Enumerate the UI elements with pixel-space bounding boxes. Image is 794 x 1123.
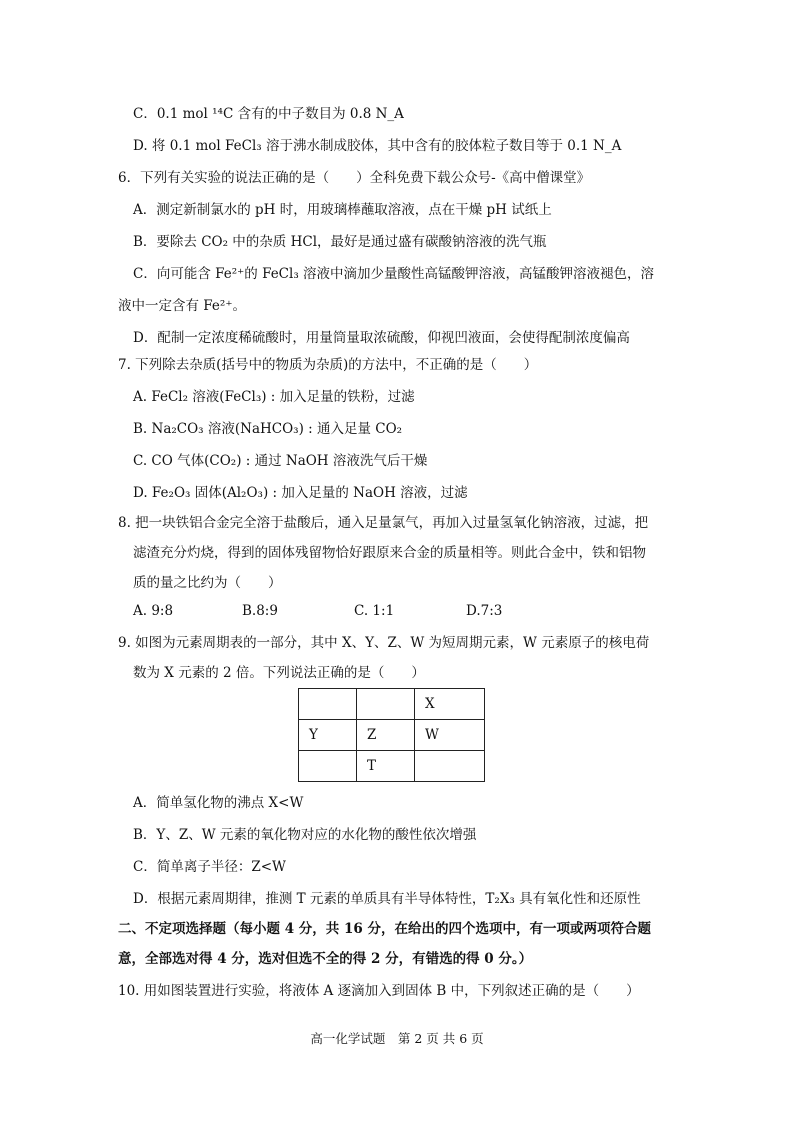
question-8-stem-line3: 质的量之比约为（ ） — [133, 575, 282, 591]
question-6-option-a: A．测定新制氯水的 pH 时，用玻璃棒蘸取溶液，点在干燥 pH 试纸上 — [133, 202, 552, 218]
question-6-option-b: B．要除去 CO₂ 中的杂质 HCl，最好是通过盛有碳酸钠溶液的洗气瓶 — [133, 234, 547, 250]
question-7-option-d: D. Fe₂O₃ 固体(Al₂O₃) : 加入足量的 NaOH 溶液，过滤 — [133, 485, 468, 501]
table-cell: W — [415, 720, 485, 751]
question-9-stem-line1: 9. 如图为元素周期表的一部分，其中 X、Y、Z、W 为短周期元素，W 元素原子的核电荷 — [118, 635, 650, 651]
section-2-heading-line2: 意，全部选对得 4 分，选对但选不全的得 2 分，有错选的得 0 分。） — [118, 951, 533, 967]
table-cell — [415, 751, 485, 782]
question-7-stem: 7. 下列除去杂质(括号中的物质为杂质)的方法中，不正确的是（ ） — [118, 357, 538, 373]
page-footer: 高一化学试题 第 2 页 共 6 页 — [310, 1031, 484, 1046]
table-row — [299, 689, 485, 720]
question-6-option-c-line2: 液中一定含有 Fe²⁺。 — [118, 298, 246, 314]
question-8-options — [133, 603, 573, 621]
question-10-stem: 10. 用如图装置进行实验，将液体 A 逐滴加入到固体 B 中，下列叙述正确的是（ ） — [118, 983, 640, 999]
question-8-option-c: C. 1:1 — [354, 603, 395, 619]
question-5-option-d: D. 将 0.1 mol FeCl₃ 溶于沸水制成胶体，其中含有的胶体粒子数目等于 0.1 N_A — [133, 138, 622, 154]
table-cell: Y — [299, 720, 357, 751]
question-7-option-c: C. CO 气体(CO₂) : 通过 NaOH 溶液洗气后干燥 — [133, 453, 428, 469]
question-6-option-d: D．配制一定浓度稀硫酸时，用量筒量取浓硫酸，仰视凹液面，会使得配制浓度偏高 — [133, 330, 630, 346]
question-6-option-c-line1: C．向可能含 Fe²⁺的 FeCl₃ 溶液中滴加少量酸性高锰酸钾溶液，高锰酸钾溶液褪色，溶 — [133, 266, 655, 282]
table-cell — [299, 689, 357, 720]
question-8-option-b: B.8:9 — [242, 603, 278, 619]
question-9-stem-line2: 数为 X 元素的 2 倍。下列说法正确的是（ ） — [133, 665, 425, 681]
table-cell: X — [415, 689, 485, 720]
question-9-option-d: D．根据元素周期律，推测 T 元素的单质具有半导体特性，T₂X₃ 具有氧化性和还原性 — [133, 891, 641, 907]
table-cell — [299, 751, 357, 782]
periodic-table-fragment — [298, 688, 485, 782]
table-cell: Z — [357, 720, 415, 751]
question-7-option-b: B. Na₂CO₃ 溶液(NaHCO₃) : 通入足量 CO₂ — [133, 421, 403, 437]
question-8-stem-line2: 滤渣充分灼烧，得到的固体残留物恰好跟原来合金的质量相等。则此合金中，铁和铝物 — [133, 545, 646, 561]
section-2-heading-line1: 二、不定项选择题（每小题 4 分，共 16 分，在给出的四个选项中，有一项或两项符合题 — [118, 921, 651, 937]
question-8-stem-line1: 8. 把一块铁铝合金完全溶于盐酸后，通入足量氯气，再加入过量氢氧化钠溶液，过滤，把 — [118, 515, 649, 531]
question-9-option-a: A．简单氢化物的沸点 X<W — [133, 795, 304, 811]
table-row — [299, 720, 485, 751]
question-8-option-d: D.7:3 — [466, 603, 503, 619]
question-7-option-a: A. FeCl₂ 溶液(FeCl₃) : 加入足量的铁粉，过滤 — [133, 389, 415, 405]
question-6-stem: 6．下列有关实验的说法正确的是（ ）全科免费下载公众号-《高中僧课堂》 — [118, 170, 591, 186]
table-row — [299, 751, 485, 782]
table-cell: T — [357, 751, 415, 782]
question-8-option-a: A. 9:8 — [133, 603, 174, 619]
question-9-option-b: B．Y、Z、W 元素的氧化物对应的水化物的酸性依次增强 — [133, 827, 477, 843]
question-5-option-c: C．0.1 mol ¹⁴C 含有的中子数目为 0.8 N_A — [133, 106, 404, 122]
question-9-option-c: C．简单离子半径：Z<W — [133, 859, 286, 875]
table-cell — [357, 689, 415, 720]
